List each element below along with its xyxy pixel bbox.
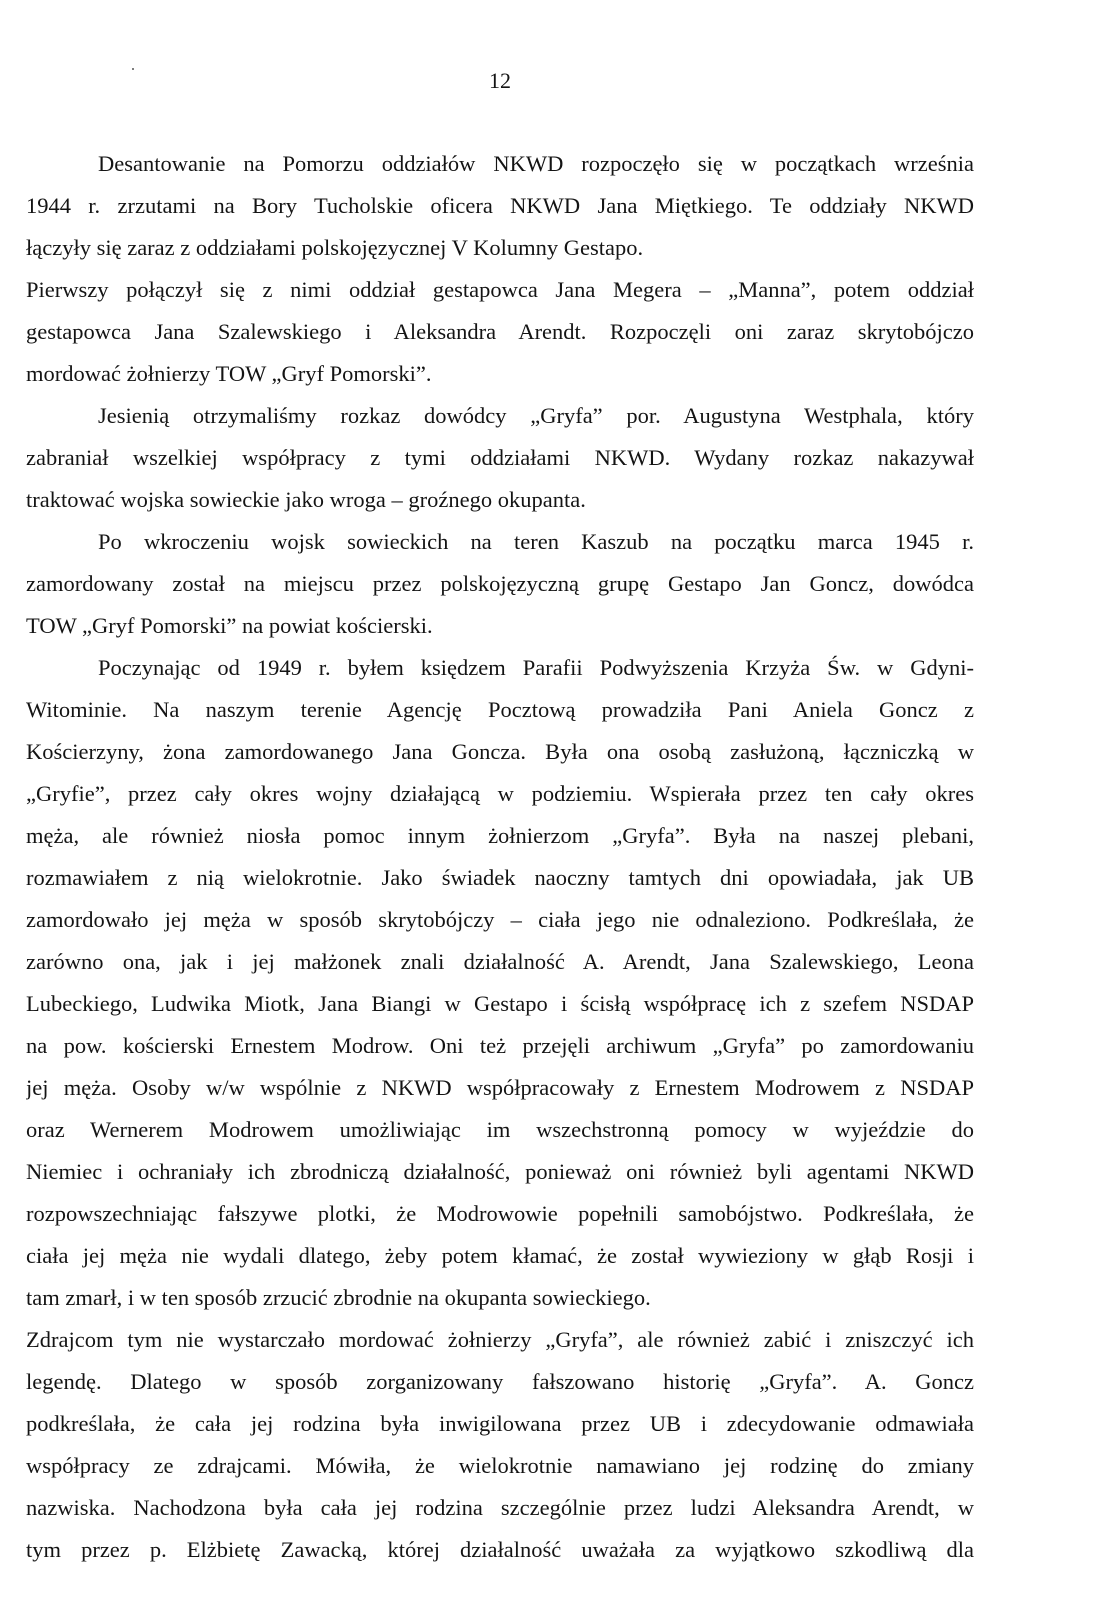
text-line: nazwiska. Nachodzona była cała jej rodzina szczególnie przez ludzi Aleksandra Arendt, w [26, 1495, 974, 1520]
document-body [26, 143, 974, 1571]
text-line: Desantowanie na Pomorzu oddziałów NKWD rozpoczęło się w początkach września [98, 151, 974, 176]
text-line: podkreślała, że cała jej rodzina była inwigilowana przez UB i zdecydowanie odmawiała [26, 1411, 974, 1436]
text-line: współpracy ze zdrajcami. Mówiła, że wielokrotnie namawiano jej rodzinę do zmiany [26, 1453, 974, 1478]
text-line: rozmawiałem z nią wielokrotnie. Jako świadek naoczny tamtych dni opowiadała, jak UB [26, 865, 974, 890]
text-line: „Gryfie”, przez cały okres wojny działającą w podziemiu. Wspierała przez ten cały okres [26, 781, 974, 806]
text-line: tam zmarł, i w ten sposób zrzucić zbrodnie na okupanta sowieckiego. [26, 1285, 651, 1310]
text-line: ciała jej męża nie wydali dlatego, żeby potem kłamać, że został wywieziony w głąb Rosji i [26, 1243, 974, 1268]
text-line: mordować żołnierzy TOW „Gryf Pomorski”. [26, 361, 432, 386]
text-line: TOW „Gryf Pomorski” na powiat kościerski. [26, 613, 433, 638]
text-line: zabraniał wszelkiej współpracy z tymi oddziałami NKWD. Wydany rozkaz nakazywał [26, 445, 974, 470]
text-line: oraz Wernerem Modrowem umożliwiając im wszechstronną pomocy w wyjeździe do [26, 1117, 974, 1142]
text-line: zarówno ona, jak i jej małżonek znali działalność A. Arendt, Jana Szalewskiego, Leona [26, 949, 974, 974]
page-number: 12 [489, 68, 511, 93]
text-line: Lubeckiego, Ludwika Miotk, Jana Biangi w Gestapo i ścisłą współpracę ich z szefem NSDAP [26, 991, 974, 1016]
text-line: zamordowało jej męża w sposób skrytobójczy – ciała jego nie odnaleziono. Podkreślała, że [26, 907, 974, 932]
text-line: Witominie. Na naszym terenie Agencję Pocztową prowadziła Pani Aniela Goncz z [26, 697, 974, 722]
text-line: Kościerzyny, żona zamordowanego Jana Goncza. Była ona osobą zasłużoną, łączniczką w [26, 739, 974, 764]
text-line: łączyły się zaraz z oddziałami polskojęzycznej V Kolumny Gestapo. [26, 235, 644, 260]
text-line: Pierwszy połączył się z nimi oddział gestapowca Jana Megera – „Manna”, potem oddział [26, 277, 974, 302]
text-line: 1944 r. zrzutami na Bory Tucholskie oficera NKWD Jana Miętkiego. Te oddziały NKWD [26, 193, 974, 218]
text-line: legendę. Dlatego w sposób zorganizowany fałszowano historię „Gryfa”. A. Goncz [26, 1369, 974, 1394]
text-line: na pow. kościerski Ernestem Modrow. Oni też przejęli archiwum „Gryfa” po zamordowaniu [26, 1033, 974, 1058]
text-line: Niemiec i ochraniały ich zbrodniczą działalność, ponieważ oni również byli agentami NKWD [26, 1159, 974, 1184]
text-line: gestapowca Jana Szalewskiego i Aleksandra Arendt. Rozpoczęli oni zaraz skrytobójczo [26, 319, 974, 344]
text-line: Jesienią otrzymaliśmy rozkaz dowódcy „Gryfa” por. Augustyna Westphala, który [98, 403, 974, 428]
text-line: Poczynając od 1949 r. byłem księdzem Parafii Podwyższenia Krzyża Św. w Gdyni- [98, 655, 974, 680]
text-line: tym przez p. Elżbietę Zawacką, której działalność uważała za wyjątkowo szkodliwą dla [26, 1537, 974, 1562]
text-line: zamordowany został na miejscu przez polskojęzyczną grupę Gestapo Jan Goncz, dowódca [26, 571, 974, 596]
text-line: Po wkroczeniu wojsk sowieckich na teren Kaszub na początku marca 1945 r. [98, 529, 974, 554]
text-line: rozpowszechniając fałszywe plotki, że Modrowowie popełnili samobójstwo. Podkreślała, że [26, 1201, 974, 1226]
text-line: traktować wojska sowieckie jako wroga – groźnego okupanta. [26, 487, 586, 512]
text-line: jej męża. Osoby w/w wspólnie z NKWD współpracowały z Ernestem Modrowem z NSDAP [26, 1075, 974, 1100]
text-line: Zdrajcom tym nie wystarczało mordować żołnierzy „Gryfa”, ale również zabić i zniszczyć ich [26, 1327, 974, 1352]
text-line: męża, ale również niosła pomoc innym żołnierzom „Gryfa”. Była na naszej plebani, [26, 823, 974, 848]
